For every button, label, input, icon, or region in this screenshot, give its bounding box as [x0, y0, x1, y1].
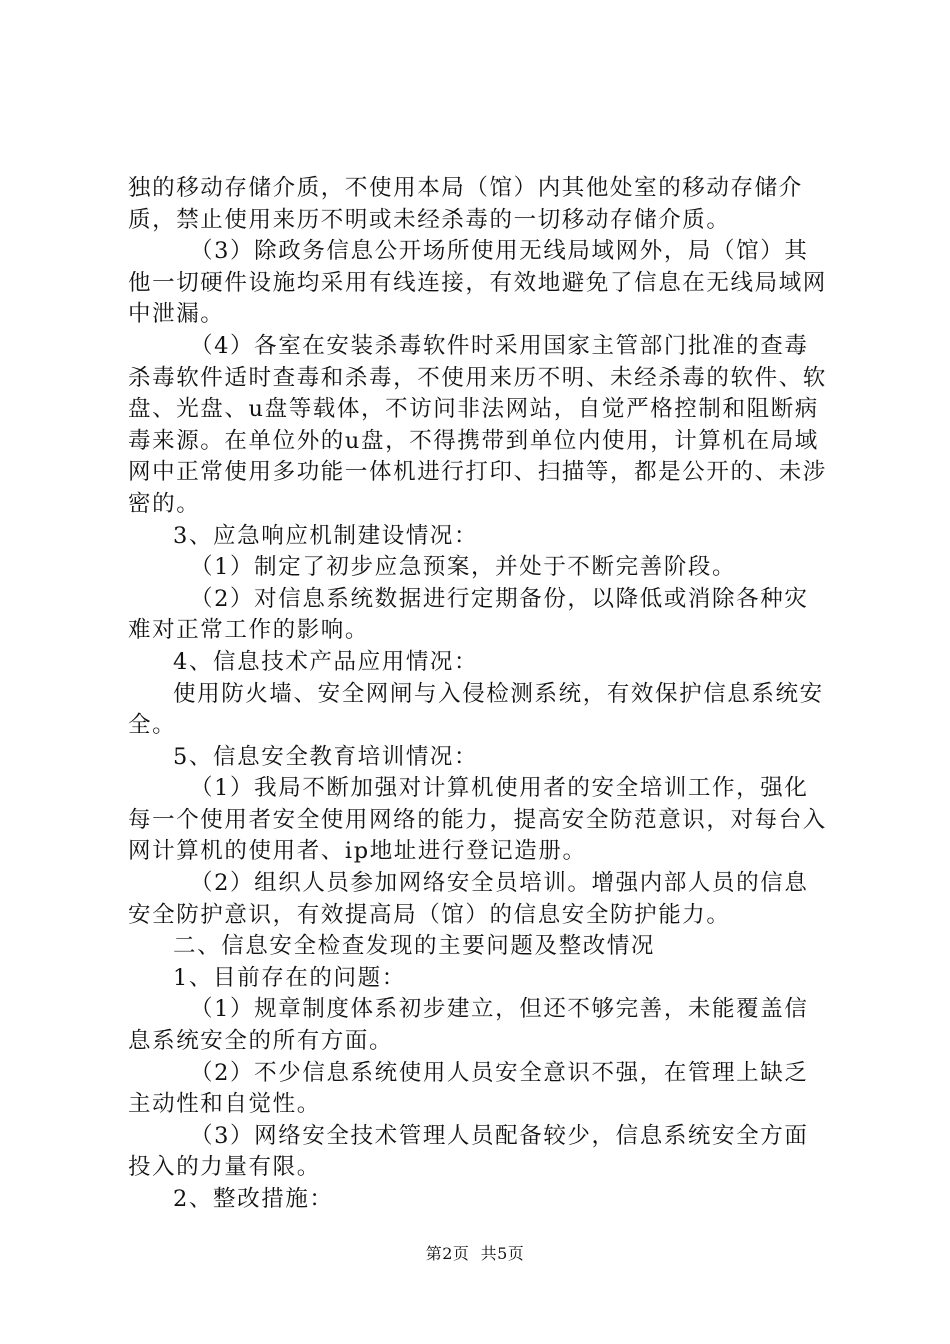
paragraph: （2）组织人员参加网络安全员培训。增强内部人员的信息安全防护意识，有效提高局（馆）的信息安全防护能力。	[128, 870, 809, 928]
section-heading: 5、信息安全教育培训情况：	[173, 743, 479, 770]
footer-spacer	[469, 1244, 480, 1263]
paragraph: （1）规章制度体系初步建立，但还不够完善，未能覆盖信息系统安全的所有方面。	[128, 996, 809, 1055]
paragraph: （1）制定了初步应急预案，并处于不断完善阶段。	[190, 554, 737, 581]
document-body	[128, 173, 828, 1216]
paragraph: （1）我局不断加强对计算机使用者的安全培训工作，强化每一个使用者安全使用网络的能力，提高安全防范意识，对每台入网计算机的使用者、ip地址进行登记造册。	[128, 775, 827, 865]
section-heading: 二、信息安全检查发现的主要问题及整改情况	[173, 933, 656, 960]
paragraph: （4）各室在安装杀毒软件时采用国家主管部门批准的查毒杀毒软件适时查毒和杀毒，不使用来历不明、未经杀毒的软件、软盘、光盘、u盘等载体，不访问非法网站，自觉严格控制和阻断病毒来源。在单位外的u盘，不得携带到单位内使用，计算机在局域网中正常使用多功能一体机进行打印、扫描等，都是公开的、未涉密的。	[128, 332, 827, 517]
section-heading: 2、整改措施：	[173, 1186, 334, 1212]
section-heading: 3、应急响应机制建设情况：	[173, 522, 479, 549]
section-heading: 4、信息技术产品应用情况：	[173, 648, 479, 675]
paragraph: 独的移动存储介质，不使用本局（馆）内其他处室的移动存储介质，禁止使用来历不明或未经杀毒的一切移动存储介质。	[128, 175, 803, 233]
page-total: 共5页	[480, 1244, 525, 1263]
paragraph: （2）不少信息系统使用人员安全意识不强，在管理上缺乏主动性和自觉性。	[128, 1059, 809, 1118]
paragraph: （2）对信息系统数据进行定期备份，以降低或消除各种灾难对正常工作的影响。	[128, 585, 809, 644]
page-number: 第2页	[425, 1244, 470, 1263]
paragraph: （3）网络安全技术管理人员配备较少，信息系统安全方面投入的力量有限。	[128, 1122, 809, 1181]
page-footer	[0, 1241, 950, 1264]
paragraph: （3）除政务信息公开场所使用无线局域网外，局（馆）其他一切硬件设施均采用有线连接，有效地避免了信息在无线局域网中泄漏。	[128, 238, 827, 328]
paragraph: 使用防火墙、安全网闸与入侵检测系统，有效保护信息系统安全。	[128, 680, 824, 739]
section-heading: 1、目前存在的问题：	[173, 964, 406, 991]
